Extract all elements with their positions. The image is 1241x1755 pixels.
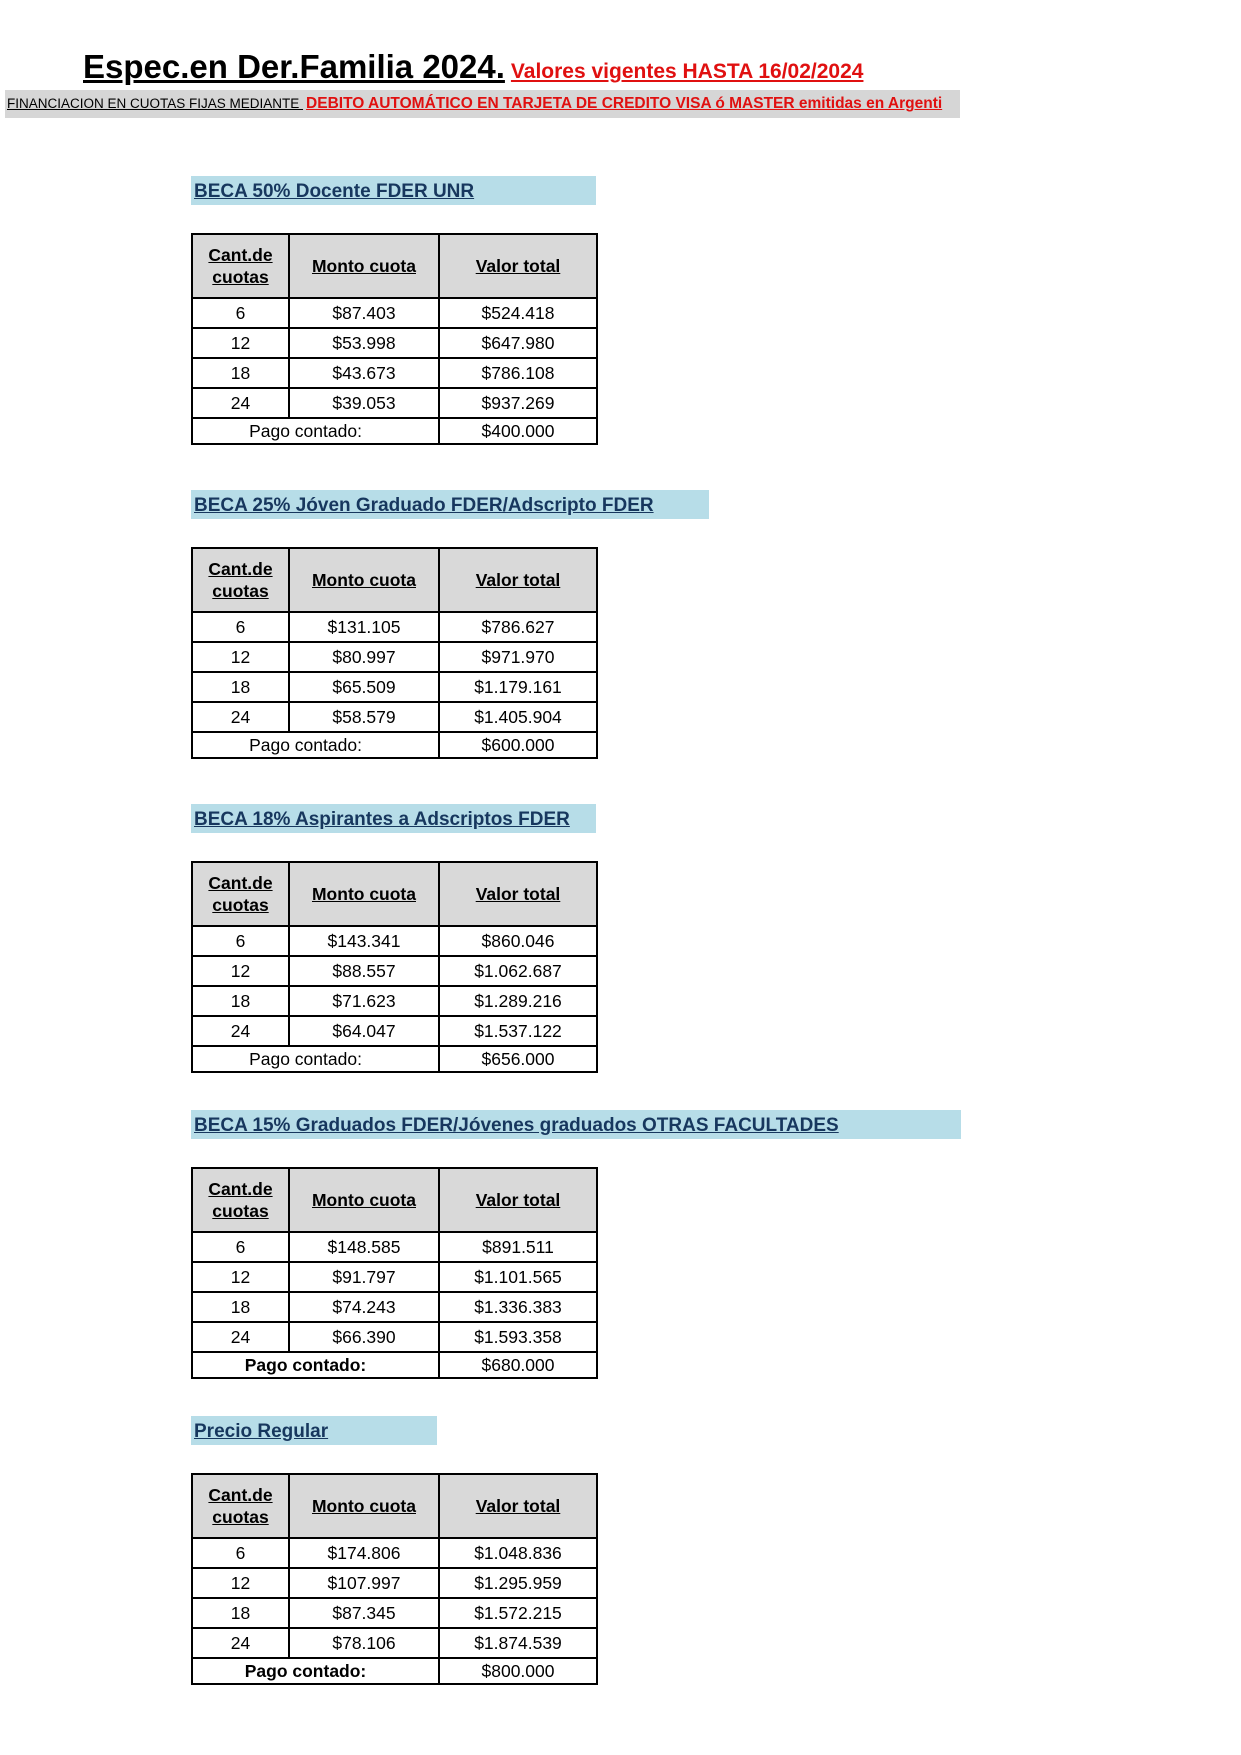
section-title: Precio Regular	[191, 1416, 437, 1445]
col-header-cuotas-line1: Cant.de	[208, 1179, 273, 1199]
table-header-row	[192, 1168, 597, 1232]
cell-cuotas: 18	[192, 1598, 289, 1628]
cell-cuotas: 24	[192, 1322, 289, 1352]
table-row	[192, 1262, 597, 1292]
cell-monto: $78.106	[289, 1628, 439, 1658]
cell-monto: $87.345	[289, 1598, 439, 1628]
table-row	[192, 672, 597, 702]
section-title: BECA 18% Aspirantes a Adscriptos FDER	[191, 804, 596, 833]
col-header-total: Valor total	[439, 234, 597, 298]
cash-payment-row	[192, 1658, 597, 1684]
cell-cuotas: 12	[192, 328, 289, 358]
table-row	[192, 388, 597, 418]
pricing-table	[191, 547, 598, 759]
table-row	[192, 1538, 597, 1568]
col-header-monto: Monto cuota	[289, 1168, 439, 1232]
cell-monto: $148.585	[289, 1232, 439, 1262]
cell-total: $937.269	[439, 388, 597, 418]
col-header-monto: Monto cuota	[289, 234, 439, 298]
cell-monto: $143.341	[289, 926, 439, 956]
col-header-cuotas	[192, 1474, 289, 1538]
cell-monto: $43.673	[289, 358, 439, 388]
table-row	[192, 1322, 597, 1352]
cash-payment-row	[192, 1046, 597, 1072]
cell-total: $1.295.959	[439, 1568, 597, 1598]
section-title: BECA 15% Graduados FDER/Jóvenes graduados OTRAS FACULTADES	[191, 1110, 961, 1139]
cell-monto: $88.557	[289, 956, 439, 986]
cash-payment-row	[192, 418, 597, 444]
table-row	[192, 986, 597, 1016]
table-row	[192, 1568, 597, 1598]
cell-total: $786.108	[439, 358, 597, 388]
cash-payment-label: Pago contado:	[192, 1658, 439, 1684]
cell-cuotas: 18	[192, 672, 289, 702]
cash-payment-value: $600.000	[439, 732, 597, 758]
col-header-cuotas	[192, 1168, 289, 1232]
col-header-monto: Monto cuota	[289, 548, 439, 612]
cell-cuotas: 18	[192, 358, 289, 388]
cell-cuotas: 24	[192, 1016, 289, 1046]
cell-monto: $39.053	[289, 388, 439, 418]
pricing-table	[191, 1473, 598, 1685]
col-header-cuotas-line2: cuotas	[212, 581, 269, 601]
pricing-section	[191, 1110, 961, 1379]
cell-monto: $65.509	[289, 672, 439, 702]
cell-cuotas: 12	[192, 1568, 289, 1598]
pricing-section	[191, 804, 598, 1073]
col-header-cuotas-line2: cuotas	[212, 1201, 269, 1221]
cash-payment-value: $656.000	[439, 1046, 597, 1072]
table-row	[192, 1232, 597, 1262]
cell-cuotas: 6	[192, 1232, 289, 1262]
pricing-section	[191, 176, 598, 445]
cell-monto: $66.390	[289, 1322, 439, 1352]
col-header-cuotas-line2: cuotas	[212, 1507, 269, 1527]
section-title: BECA 25% Jóven Graduado FDER/Adscripto FDER	[191, 490, 709, 519]
cash-payment-value: $400.000	[439, 418, 597, 444]
col-header-cuotas	[192, 234, 289, 298]
cell-total: $524.418	[439, 298, 597, 328]
cell-monto: $131.105	[289, 612, 439, 642]
table-row	[192, 1016, 597, 1046]
pricing-table	[191, 233, 598, 445]
document-title-row	[83, 48, 863, 86]
validity-subtitle: Valores vigentes HASTA 16/02/2024	[510, 60, 864, 83]
cell-cuotas: 6	[192, 298, 289, 328]
col-header-cuotas-line2: cuotas	[212, 895, 269, 915]
financing-banner-label: FINANCIACION EN CUOTAS FIJAS MEDIANTE	[7, 96, 304, 111]
cell-monto: $87.403	[289, 298, 439, 328]
col-header-cuotas	[192, 862, 289, 926]
cell-monto: $107.997	[289, 1568, 439, 1598]
cash-payment-row	[192, 1352, 597, 1378]
cell-cuotas: 12	[192, 642, 289, 672]
section-title: BECA 50% Docente FDER UNR	[191, 176, 596, 205]
cell-cuotas: 12	[192, 956, 289, 986]
cash-payment-label: Pago contado:	[192, 1046, 439, 1072]
cell-cuotas: 6	[192, 926, 289, 956]
cell-monto: $91.797	[289, 1262, 439, 1292]
cell-total: $1.593.358	[439, 1322, 597, 1352]
table-row	[192, 1628, 597, 1658]
table-header-row	[192, 1474, 597, 1538]
table-header-row	[192, 234, 597, 298]
document-title: Espec.en Der.Familia 2024.	[83, 48, 505, 85]
cell-cuotas: 6	[192, 612, 289, 642]
cell-total: $1.405.904	[439, 702, 597, 732]
cash-payment-row	[192, 732, 597, 758]
cell-total: $1.336.383	[439, 1292, 597, 1322]
cell-monto: $80.997	[289, 642, 439, 672]
col-header-monto: Monto cuota	[289, 862, 439, 926]
cash-payment-label: Pago contado:	[192, 732, 439, 758]
col-header-cuotas-line1: Cant.de	[208, 559, 273, 579]
cell-total: $786.627	[439, 612, 597, 642]
cell-cuotas: 6	[192, 1538, 289, 1568]
cell-total: $971.970	[439, 642, 597, 672]
cell-total: $1.179.161	[439, 672, 597, 702]
col-header-monto: Monto cuota	[289, 1474, 439, 1538]
cell-total: $1.537.122	[439, 1016, 597, 1046]
col-header-total: Valor total	[439, 862, 597, 926]
pricing-section	[191, 490, 709, 759]
cell-total: $1.048.836	[439, 1538, 597, 1568]
cash-payment-label: Pago contado:	[192, 1352, 439, 1378]
table-row	[192, 926, 597, 956]
col-header-total: Valor total	[439, 548, 597, 612]
pricing-table	[191, 1167, 598, 1379]
col-header-cuotas-line1: Cant.de	[208, 1485, 273, 1505]
table-row	[192, 642, 597, 672]
pricing-section	[191, 1416, 598, 1685]
table-row	[192, 1598, 597, 1628]
table-header-row	[192, 548, 597, 612]
cell-cuotas: 24	[192, 1628, 289, 1658]
cell-cuotas: 24	[192, 388, 289, 418]
pricing-table	[191, 861, 598, 1073]
cash-payment-value: $800.000	[439, 1658, 597, 1684]
financing-banner-highlight: DEBITO AUTOMÁTICO EN TARJETA DE CREDITO VISA ó MASTER emitidas en Argenti	[306, 95, 943, 112]
financing-banner	[5, 90, 960, 118]
cell-cuotas: 24	[192, 702, 289, 732]
cell-monto: $174.806	[289, 1538, 439, 1568]
cell-monto: $64.047	[289, 1016, 439, 1046]
cash-payment-label: Pago contado:	[192, 418, 439, 444]
cell-total: $1.062.687	[439, 956, 597, 986]
cell-total: $1.874.539	[439, 1628, 597, 1658]
col-header-total: Valor total	[439, 1168, 597, 1232]
cell-total: $860.046	[439, 926, 597, 956]
col-header-total: Valor total	[439, 1474, 597, 1538]
table-row	[192, 1292, 597, 1322]
col-header-cuotas-line1: Cant.de	[208, 245, 273, 265]
col-header-cuotas-line1: Cant.de	[208, 873, 273, 893]
cell-total: $647.980	[439, 328, 597, 358]
cell-monto: $58.579	[289, 702, 439, 732]
cell-cuotas: 12	[192, 1262, 289, 1292]
table-row	[192, 328, 597, 358]
cell-cuotas: 18	[192, 986, 289, 1016]
table-header-row	[192, 862, 597, 926]
cell-total: $1.101.565	[439, 1262, 597, 1292]
col-header-cuotas-line2: cuotas	[212, 267, 269, 287]
table-row	[192, 298, 597, 328]
cell-monto: $74.243	[289, 1292, 439, 1322]
cell-total: $1.289.216	[439, 986, 597, 1016]
cell-monto: $53.998	[289, 328, 439, 358]
cell-monto: $71.623	[289, 986, 439, 1016]
col-header-cuotas	[192, 548, 289, 612]
table-row	[192, 358, 597, 388]
cell-cuotas: 18	[192, 1292, 289, 1322]
table-row	[192, 612, 597, 642]
cash-payment-value: $680.000	[439, 1352, 597, 1378]
table-row	[192, 956, 597, 986]
cell-total: $1.572.215	[439, 1598, 597, 1628]
cell-total: $891.511	[439, 1232, 597, 1262]
table-row	[192, 702, 597, 732]
